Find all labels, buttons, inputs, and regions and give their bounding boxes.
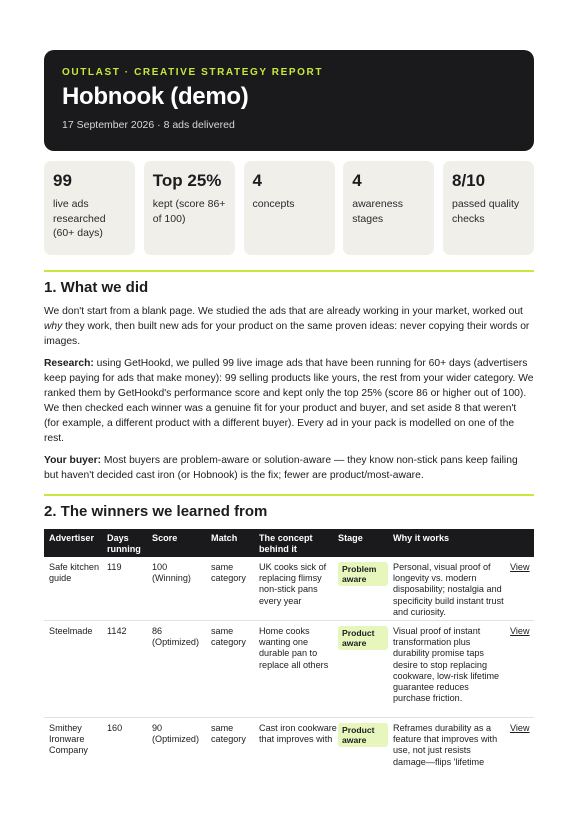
cell-days: 160: [107, 723, 123, 733]
research-paragraph: [44, 356, 534, 446]
report-kicker: OUTLAST · CREATIVE STRATEGY REPORT: [62, 67, 324, 78]
column-header-why: Why it works: [393, 533, 450, 543]
view-ad-link[interactable]: View: [510, 626, 530, 636]
cell-score: 100 (Winning): [152, 562, 191, 584]
cell-stage: [338, 723, 388, 747]
report-title: Hobnook (demo): [62, 83, 249, 110]
stat-card-stages: [343, 161, 434, 255]
cell-link: [510, 626, 534, 637]
cell-why: Personal, visual proof of longevity vs. modern disposability; nostalgia and specificity build instant trust and curiosity.: [393, 562, 504, 617]
column-header-score: Score: [152, 533, 178, 543]
cell-stage: [338, 562, 388, 586]
intro-paragraph: [44, 304, 534, 349]
cell-days: 119: [107, 562, 122, 572]
table-header: [44, 529, 534, 557]
cell-link: [510, 562, 534, 573]
buyer-label: Your buyer:: [44, 455, 102, 466]
stat-card-ads: [44, 161, 135, 255]
research-label: Research:: [44, 358, 94, 369]
stat-value: 4: [352, 171, 362, 190]
cell-why: Reframes durability as a feature that improves with use, not just resists damage—flips 'lifetime: [393, 723, 498, 767]
stat-label: awareness stages: [352, 198, 404, 225]
stat-value: 8/10: [452, 171, 486, 190]
cell-advertiser: Safe kitchen guide: [49, 562, 100, 584]
buyer-text: Most buyers are problem-aware or solution-aware — they know non-stick pans keep failing but haven't decided cast iron (or Hobnook) is the fix; fewer are product/most-aware.: [44, 455, 518, 481]
winners-table: [44, 529, 534, 778]
column-header-stage: Stage: [338, 533, 363, 543]
cell-days: 1142: [107, 626, 127, 636]
report-header: [44, 50, 534, 151]
stat-label: kept (score 86+ of 100): [152, 198, 226, 225]
section-heading-what-we-did: 1. What we did: [44, 279, 149, 296]
stat-card-quality: [443, 161, 534, 255]
column-header-concept: The concept behind it: [259, 533, 313, 555]
cell-match: same category: [211, 723, 246, 745]
cell-concept: Home cooks wanting one durable pan to replace all others: [259, 626, 329, 670]
section-heading-winners: 2. The winners we learned from: [44, 503, 268, 520]
intro-emphasis: why: [44, 321, 63, 332]
buyer-paragraph: [44, 453, 534, 483]
report-meta: 17 September 2026 · 8 ads delivered: [62, 119, 235, 131]
stat-value: 4: [252, 171, 262, 190]
cell-match: same category: [211, 562, 246, 584]
column-header-advertiser: Advertiser: [49, 533, 94, 543]
column-header-days: Days running: [107, 533, 141, 555]
view-ad-link[interactable]: View: [510, 562, 530, 572]
table-row: [44, 718, 534, 778]
stat-card-concepts: [244, 161, 335, 255]
stat-value: 99: [53, 171, 72, 190]
column-header-match: Match: [211, 533, 238, 543]
cell-score: 90 (Optimized): [152, 723, 199, 745]
stage-badge: Product aware: [338, 723, 388, 747]
stats-row: [44, 161, 534, 255]
section-divider: [44, 494, 534, 496]
cell-match: same category: [211, 626, 246, 648]
cell-why: Visual proof of instant transformation plus durability promise taps desire to stop replacing cookware, low-risk lifetime guarantee reduces purchase friction.: [393, 626, 500, 704]
cell-concept: UK cooks sick of replacing flimsy non-stick pans every year: [259, 562, 327, 606]
stat-label: concepts: [252, 198, 295, 210]
intro-text: We don't start from a blank page. We studied the ads that are already working in your market, worked out: [44, 306, 523, 317]
research-text: using GetHookd, we pulled 99 live image ads that have been running for 60+ days (advertisers keep paying for ads that make money): 99 selling products like yours, the rest from your wider category. We ranked them by GetHookd's performance score and kept only the top 25% (score 86 or higher out of 100). We then checked each winner was a genuine fit for your product and buyer, and set aside 8 that weren't (for example, a different product with a different buyer). Every ad in your pack is modelled on one of the rest.: [44, 358, 534, 444]
view-ad-link[interactable]: View: [510, 723, 530, 733]
stage-badge: Problem aware: [338, 562, 388, 586]
cell-concept: Cast iron cookware that improves with: [259, 723, 337, 745]
cell-advertiser: Smithey Ironware Company: [49, 723, 88, 756]
section-what-we-did: [44, 304, 534, 490]
stat-label: live ads researched (60+ days): [53, 198, 106, 239]
cell-advertiser: Steelmade: [49, 626, 93, 636]
stat-value: Top 25%: [152, 171, 222, 190]
cell-link: [510, 723, 534, 734]
table-row: [44, 557, 534, 621]
stage-badge: Product aware: [338, 626, 388, 650]
stat-label: passed quality checks: [452, 198, 520, 225]
stat-card-kept: [144, 161, 235, 255]
cell-stage: [338, 626, 388, 650]
cell-score: 86 (Optimized): [152, 626, 199, 648]
table-row: [44, 621, 534, 718]
section-divider: [44, 270, 534, 272]
intro-text-end: they work, then built new ads for your product on the same proven ideas: never copying their words or images.: [44, 321, 530, 347]
